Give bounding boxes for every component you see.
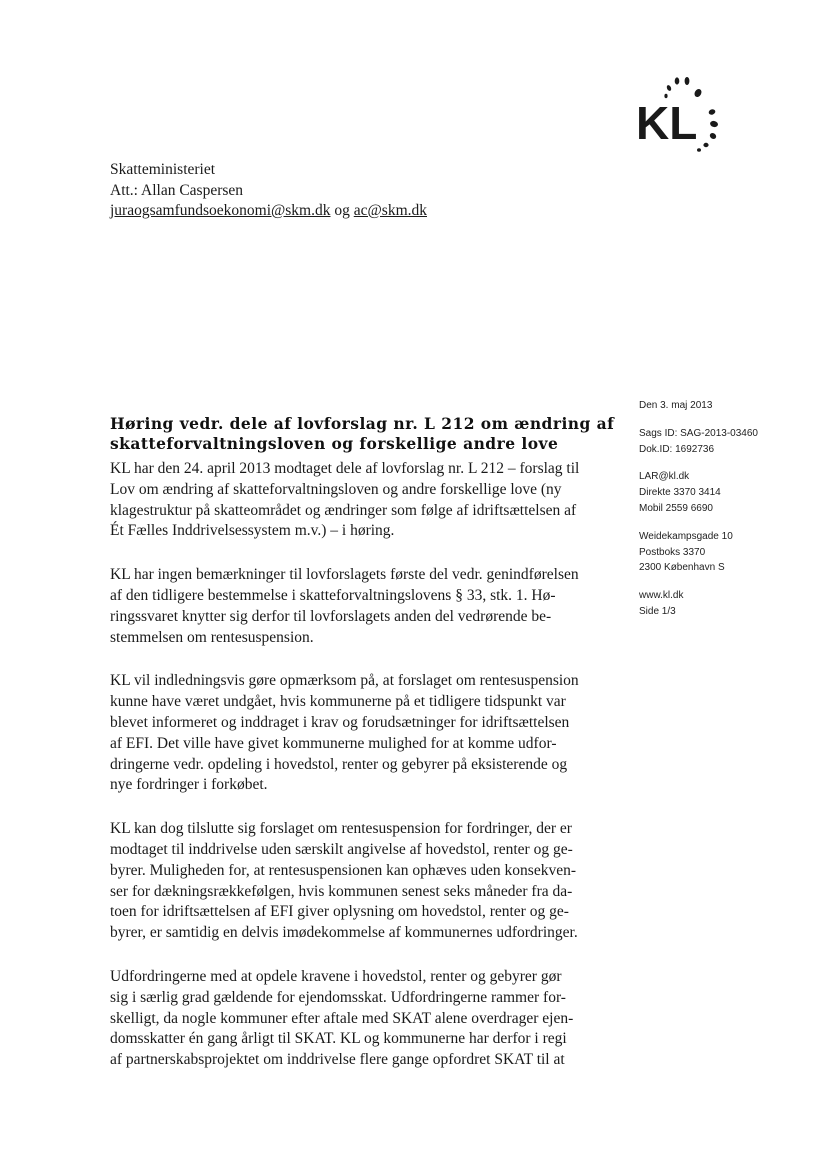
paragraph-line: skelligt, da nogle kommuner efter aftale med SKAT alene overdrager ejen- [110,1009,574,1027]
paragraph [110,459,598,542]
title-line-2: skatteforvaltningsloven og forskellige andre love [110,434,559,453]
email-link-2[interactable]: ac@skm.dk [353,202,427,219]
paragraph-line: Ét Fælles Inddrivelsessystem m.v.) – i høring. [110,522,395,540]
recipient-emails [110,201,427,222]
address-line-3: 2300 København S [639,562,725,574]
paragraph-line: KL vil indledningsvis gøre opmærksom på, at forslaget om rentesuspension [110,672,579,690]
paragraphs [110,459,598,1071]
id-group [639,426,814,458]
paragraph-line: dringerne vedr. opdeling i hovedstol, renter og gebyrer på eksisterende og [110,755,568,773]
paragraph-line: af EFI. Det ville have givet kommunerne mulighed for at komme udfor- [110,734,557,752]
kl-logo-text: KL [636,97,698,149]
date-group [639,398,814,414]
paragraph-line: af den tidligere bestemmelse i skatteforvaltningslovens § 33, stk. 1. Hø- [110,586,556,604]
letter-date: Den 3. maj 2013 [639,400,713,411]
contact-group [639,469,814,516]
paragraph-line: klagestruktur på skatteområdet og ændringer som følge af idriftsættelsen af [110,501,577,519]
paragraph-line: byrer, er samtidig en delvis imødekommelse af kommunernes udfordringer. [110,924,578,942]
paragraph-line: Lov om ændring af skatteforvaltningsloven og andre forskellige love (ny [110,480,562,498]
paragraph-line: blevet informeret og inddraget i krav og forudsætninger for idriftsættelsen [110,713,570,731]
recipient-block [110,160,427,222]
contact-mobile: Mobil 2559 6690 [639,502,713,514]
letter-body [110,414,615,1094]
paragraph-line: stemmelsen om rentesuspension. [110,628,314,646]
paragraph-line: KL har ingen bemærkninger til lovforslagets første del vedr. genindførelsen [110,566,579,584]
contact-direct-phone: Direkte 3370 3414 [639,487,721,499]
kl-logo-mark [628,72,738,172]
paragraph-line: byrer. Muligheden for, at rentesuspensionen kan ophæves uden konsekven- [110,861,576,879]
address-line-2: Postboks 3370 [639,546,706,558]
letter-title [110,414,615,454]
kl-logo [628,72,738,172]
website: www.kl.dk [639,590,684,602]
email-connector: og [334,202,350,219]
paragraph-line: toen for idriftsættelsen af EFI giver oplysning om hovedstol, renter og ge- [110,903,569,921]
paragraph [110,819,598,944]
paragraph-line: kunne have været undgået, hvis kommunerne på et tidligere tidspunkt var [110,693,566,711]
sags-id: Sags ID: SAG-2013-03460 [639,427,758,439]
paragraph-line: domsskatter én gang årligt til SKAT. KL og kommunerne har derfor i regi [110,1030,567,1048]
paragraph-line: KL kan dog tilslutte sig forslaget om rentesuspension for fordringer, der er [110,820,572,838]
paragraph-line: ser for dækningsrækkefølgen, hvis kommunen senest seks måneder fra da- [110,882,573,900]
address-group [639,529,814,576]
paragraph-line: Udfordringerne med at opdele kravene i hovedstol, renter og gebyrer gør [110,967,562,985]
title-line-1: Høring vedr. dele af lovforslag nr. L 212 om ændring af [110,414,615,433]
paragraph [110,671,598,796]
sidebar-info [639,398,814,632]
recipient-org: Skatteministeriet [110,161,216,178]
address-line-1: Weidekampsgade 10 [639,530,733,542]
dok-id: Dok.ID: 1692736 [639,443,715,455]
paragraph [110,565,598,648]
paragraph-line: nye fordringer i forkøbet. [110,776,268,794]
recipient-att: Att.: Allan Caspersen [110,181,244,199]
web-group [639,588,814,620]
paragraph-line: ringssvaret knytter sig derfor til lovforslagets anden del vedrørende be- [110,607,552,625]
paragraph-line: KL har den 24. april 2013 modtaget dele af lovforslag nr. L 212 – forslag til [110,460,580,477]
paragraph [110,967,598,1071]
page-number: Side 1/3 [639,605,676,617]
contact-email: LAR@kl.dk [639,471,690,483]
paragraph-line: sig i særlig grad gældende for ejendomsskat. Udfordringerne rammer for- [110,988,566,1006]
email-link-1[interactable]: juraogsamfundsoekonomi@skm.dk [110,202,331,219]
paragraph-line: af partnerskabsprojektet om inddrivelse flere gange opfordret SKAT til at [110,1051,565,1069]
paragraph-line: modtaget til inddrivelse uden særskilt angivelse af hovedstol, renter og ge- [110,840,573,858]
